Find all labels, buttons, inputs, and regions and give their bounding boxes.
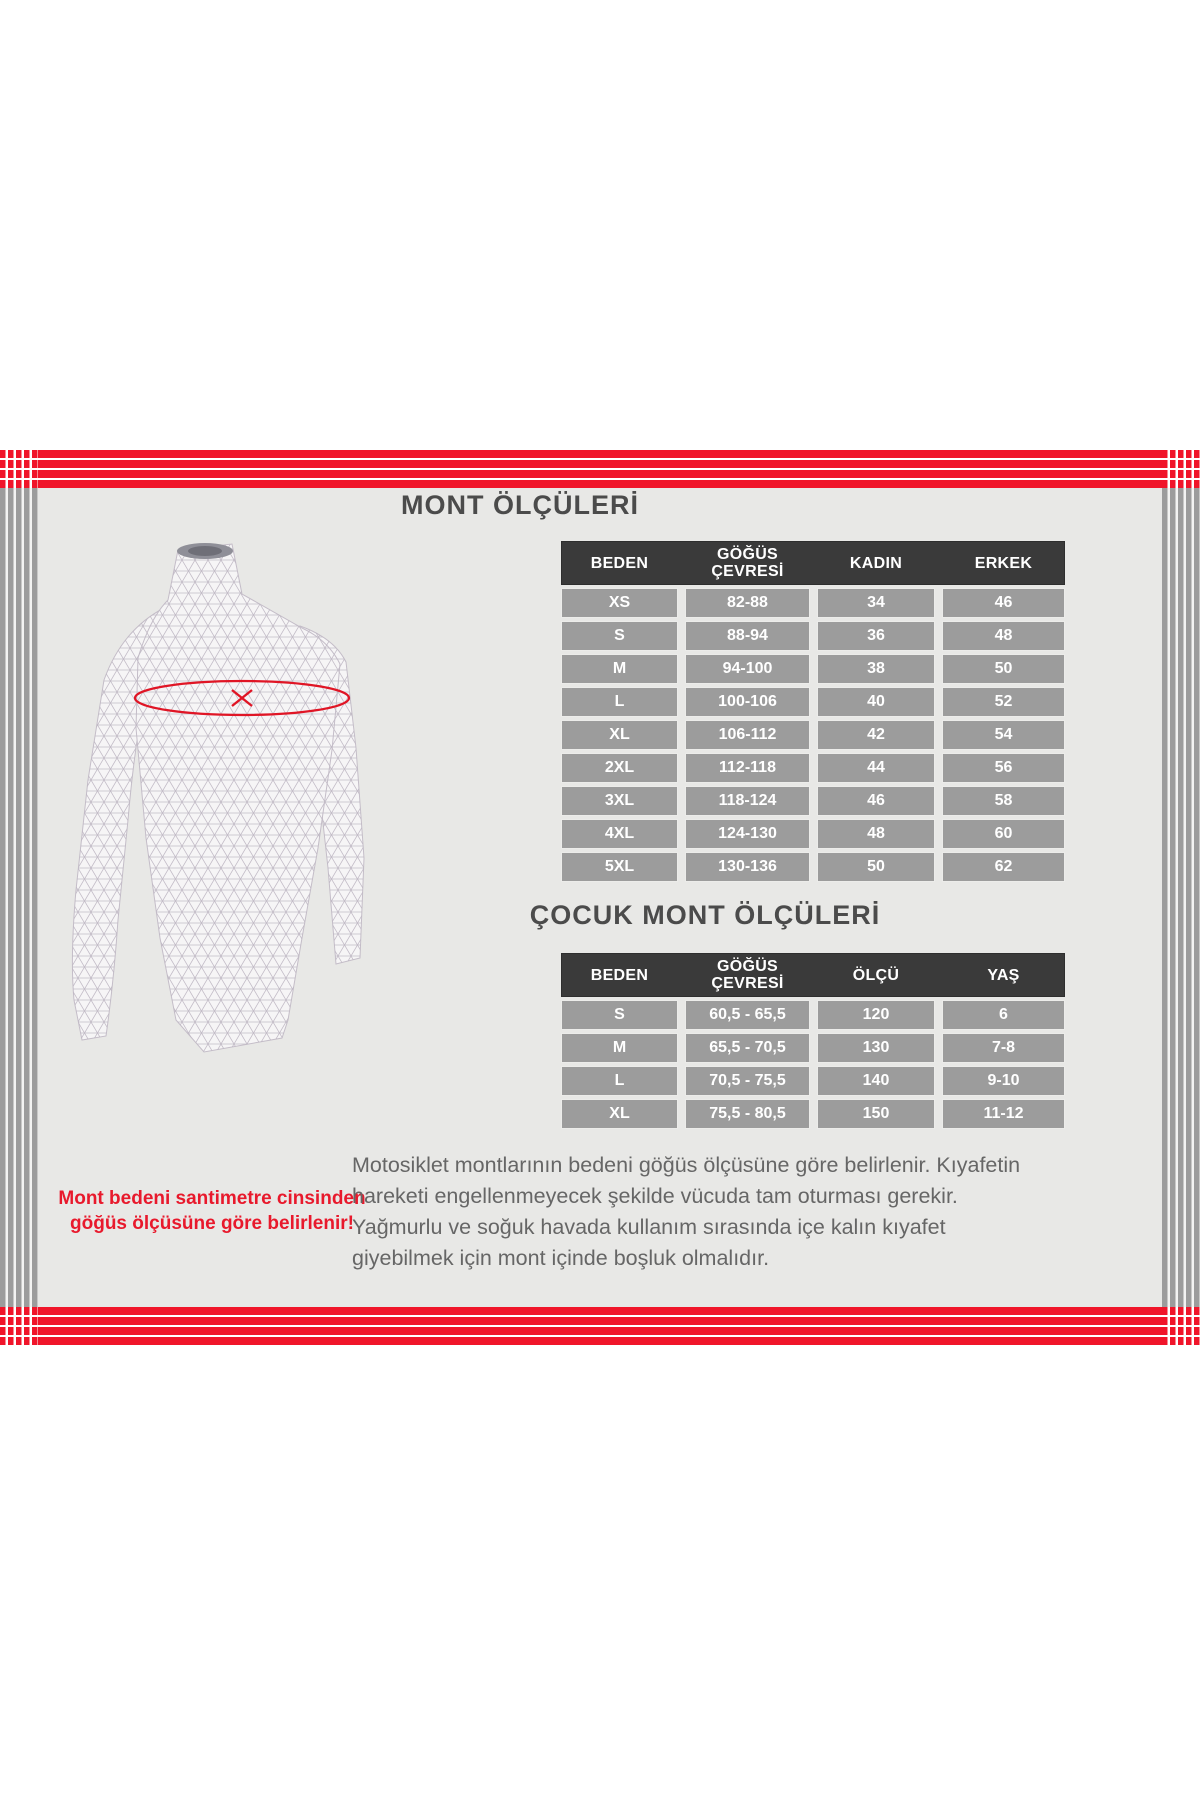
table-row: 4XL 124-130 48 60 <box>562 820 1064 848</box>
table-row: 2XL 112-118 44 56 <box>562 754 1064 782</box>
table-row: 3XL 118-124 46 58 <box>562 787 1064 815</box>
table-row: M 65,5 - 70,5 130 7-8 <box>562 1034 1064 1062</box>
child-sizes-title: ÇOCUK MONT ÖLÇÜLERİ <box>529 900 881 930</box>
right-gray-stripe-border <box>1162 488 1200 1307</box>
adult-sizes-title: MONT ÖLÇÜLERİ <box>401 490 639 520</box>
torso-wireframe-figure <box>52 538 374 1076</box>
column-header: KADIN <box>849 554 903 572</box>
left-gray-stripe-border <box>0 488 38 1307</box>
column-header: YAŞ <box>987 966 1020 984</box>
child-table-body <box>562 1001 1064 1128</box>
child-table-header <box>562 954 1064 996</box>
table-row: 5XL 130-136 50 62 <box>562 853 1064 881</box>
table-row: S 88-94 36 48 <box>562 622 1064 650</box>
table-row: S 60,5 - 65,5 120 6 <box>562 1001 1064 1029</box>
sizing-info-paragraph: Motosiklet montlarının bedeni göğüs ölçüsüne göre belirlenir. Kıyafetin hareketi engellenmeyecek şekilde vücuda tam oturması gerekir. Yağmurlu ve soğuk havada kullanım sırasında içe kalın kıyafet giyebilmek için mont içinde boşluk olmalıdır. <box>352 1153 1021 1270</box>
measurement-note: Mont bedeni santimetre cinsinden göğüs ölçüsüne göre belirlenir! <box>58 1188 366 1234</box>
column-header: BEDEN <box>590 554 649 572</box>
column-header: GÖĞÜS ÇEVRESİ <box>711 958 784 992</box>
child-size-table <box>562 954 1064 1128</box>
content-frame <box>0 450 1200 1345</box>
table-row: L 100-106 40 52 <box>562 688 1064 716</box>
corner-weave-bottom-left <box>0 1307 38 1345</box>
bottom-red-stripe-band <box>0 1307 1200 1345</box>
table-row: XS 82-88 34 46 <box>562 589 1064 617</box>
adult-table-header <box>562 542 1064 584</box>
table-row: M 94-100 38 50 <box>562 655 1064 683</box>
adult-size-table <box>562 542 1064 881</box>
column-header: ERKEK <box>974 554 1033 572</box>
column-header: GÖĞÜS ÇEVRESİ <box>711 546 784 580</box>
top-red-stripe-band <box>0 450 1200 488</box>
column-header: BEDEN <box>590 966 649 984</box>
corner-weave-bottom-right <box>1162 1307 1200 1345</box>
adult-table-body <box>562 589 1064 881</box>
corner-weave-top-left <box>0 450 38 488</box>
column-header: ÖLÇÜ <box>852 966 900 984</box>
table-row: L 70,5 - 75,5 140 9-10 <box>562 1067 1064 1095</box>
table-row: XL 106-112 42 54 <box>562 721 1064 749</box>
table-row: XL 75,5 - 80,5 150 11-12 <box>562 1100 1064 1128</box>
torso-body <box>136 543 340 1052</box>
corner-weave-top-right <box>1162 450 1200 488</box>
